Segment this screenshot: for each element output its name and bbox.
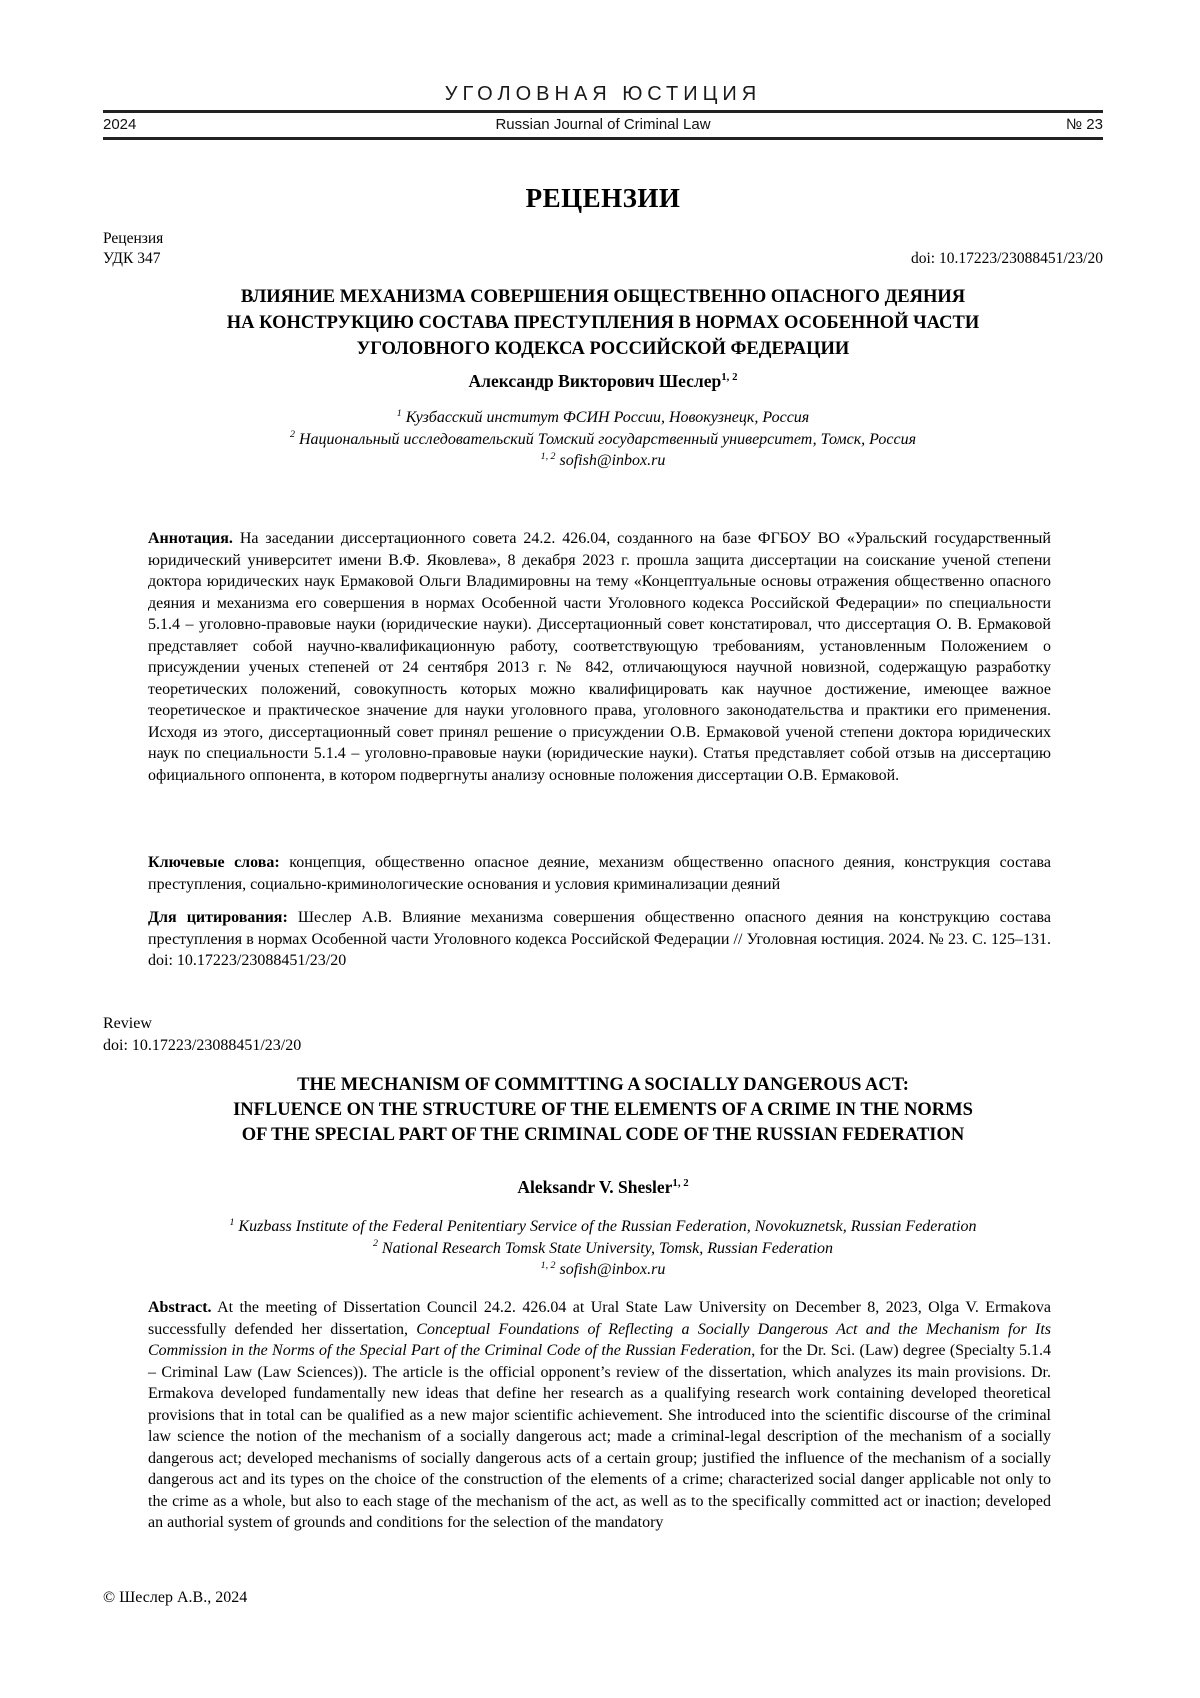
citation-ru <box>148 907 1051 1013</box>
article-meta-left <box>103 229 163 269</box>
article-type-ru: Рецензия <box>103 230 164 247</box>
article-title-ru <box>103 284 1103 362</box>
affiliation-ru-1-marker: 1 <box>396 407 402 419</box>
author-email-ru-text: sofish@inbox.ru <box>559 452 666 469</box>
affiliations-en <box>103 1216 1103 1281</box>
affiliation-ru-2-text: Национальный исследовательский Томский государственный университет, Томск, Россия <box>298 430 917 448</box>
article-title-ru-line1: ВЛИЯНИЕ МЕХАНИЗМА СОВЕРШЕНИЯ ОБЩЕСТВЕННО ОПАСНОГО ДЕЯНИЯ <box>240 287 966 307</box>
article-title-en-line2: INFLUENCE ON THE STRUCTURE OF THE ELEMENTS OF A CRIME IN THE NORMS <box>233 1100 973 1120</box>
affiliations-ru <box>103 407 1103 472</box>
author-email-en <box>103 1259 1103 1281</box>
article-title-ru-line2: НА КОНСТРУКЦИЮ СОСТАВА ПРЕСТУПЛЕНИЯ В НОРМАХ ОСОБЕННОЙ ЧАСТИ <box>226 313 980 333</box>
affiliation-ru-2-marker: 2 <box>289 429 295 441</box>
affiliation-en-2-text: National Research Tomsk State University, Tomsk, Russian Federation <box>381 1239 834 1257</box>
article-title-ru-line3: УГОЛОВНОГО КОДЕКСА РОССИЙСКОЙ ФЕДЕРАЦИИ <box>356 339 850 359</box>
udc-code: УДК 347 <box>103 250 161 267</box>
author-en-name: Aleksandr V. Shesler <box>517 1177 673 1197</box>
abstract-en-text-before: At the meeting of Dissertation Council 24.2. 426.04 at Ural State Law University on December 8, 2023, Olga V. Ermakova successfully defended her dissertation, <box>148 1299 1051 1338</box>
journal-title-en: Russian Journal of Criminal Law <box>495 116 711 133</box>
author-en <box>103 1177 1103 1201</box>
article-type-en: Review <box>103 1015 152 1032</box>
author-email-en-marker: 1, 2 <box>540 1259 556 1271</box>
article-title-en <box>103 1073 1103 1152</box>
affiliation-ru-1-text: Кузбасский институт ФСИН России, Новокузнецк, Россия <box>405 409 810 426</box>
author-email-en-text: sofish@inbox.ru <box>559 1261 666 1278</box>
abstract-en <box>148 1297 1051 1534</box>
citation-ru-text: Шеслер А.В. Влияние механизма совершения общественно опасного деяния на конструкцию состава преступления в нормах Особенной части Уголовного кодекса Российской Федерации // Уголовная юстиция. 2024. № 23. С. 125–131. doi: 10.17223/23088451/23/20 <box>148 909 1051 969</box>
journal-year: 2024 <box>103 116 137 133</box>
masthead-rule-bottom <box>103 137 1103 140</box>
affiliation-en-1 <box>103 1216 1103 1238</box>
author-ru-superscript: 1, 2 <box>721 371 738 384</box>
article-meta-row <box>103 229 1103 269</box>
affiliation-en-2-marker: 2 <box>372 1238 378 1250</box>
abstract-en-text-after: , for the Dr. Sci. (Law) degree (Specialty 5.1.4 – Criminal Law (Law Sciences)). The article is the official opponent’s review of the dissertation, which analyzes its main provisions. Dr. Ermakova developed fundamentally new ideas that define her research as a qualifying research work containing developed theoretical provisions that in total can be qualified as a new major scientific achievement. She introduced into the scientific discourse of the criminal law science the notion of the mechanism of a socially dangerous act; made a criminal-legal description of the mechanism of a socially dangerous act; developed mechanisms of socially dangerous acts of a certain group; justified the influence of the mechanism of a socially dangerous act and its types on the choice of the construction of the elements of a crime; characterized social danger applicable not only to the crime as a whole, but also to each stage of the mechanism of the act, as well as to the specifically committed act or inaction; developed an authorial system of grounds and conditions for the selection of the mandatory <box>148 1342 1052 1531</box>
article-title-en-line3: OF THE SPECIAL PART OF THE CRIMINAL CODE OF THE RUSSIAN FEDERATION <box>241 1125 965 1145</box>
keywords-ru-label: Ключевые слова: <box>148 854 280 871</box>
author-email-ru <box>103 450 1103 472</box>
affiliation-ru-1 <box>103 407 1103 429</box>
abstract-en-dissertation-title: Conceptual Foundations of Reflecting a Socially Dangerous Act and the Mechanism for Its Commission in the Norms of the Special Part of the Criminal Code of the Russian Federation <box>148 1320 1051 1359</box>
abstract-ru-text: На заседании диссертационного совета 24.2. 426.04, созданного на базе ФГБОУ ВО «Уральский государственный юридический университет имени В.Ф. Яковлева», 8 декабря 2023 г. прошла защита диссертации на соискание ученой степени доктора юридических наук Ермаковой Ольги Владимировны на тему «Концептуальные основы отражения общественно опасного деяния и механизма его совершения в нормах Особенной части Уголовного кодекса Российской Федерации» по специальности 5.1.4 – уголовно-правовые науки (юридические науки). Диссертационный совет констатировал, что диссертация О. В. Ермаковой представляет собой научно-квалификационную работу, соответствующую требованиям, установленным Положением о присуждении ученых степеней от 24 сентября 2013 г. № 842, отличающуюся научной новизной, содержащую разработку теоретических положений, совокупность которых можно квалифицировать как научное достижение, имеющее важное теоретическое и практическое значение для науки уголовного права, уголовного законодательства и практики его применения. Исходя из этого, диссертационный совет принял решение о присуждении О.В. Ермаковой ученой степени доктора юридических наук по специальности 5.1.4 – уголовно-правовые науки (юридические науки). Статья представляет собой отзыв на диссертацию официального оппонента, в котором подвергнуты анализу основные положения диссертации О.В. Ермаковой. <box>148 530 1051 784</box>
review-block <box>103 1013 1103 1073</box>
journal-title-ru: УГОЛОВНАЯ ЮСТИЦИЯ <box>444 83 762 105</box>
affiliation-ru-2 <box>103 429 1103 451</box>
doi-en: doi: 10.17223/23088451/23/20 <box>103 1036 302 1054</box>
affiliation-en-2 <box>103 1238 1103 1260</box>
author-ru-name: Александр Викторович Шеслер <box>468 371 722 391</box>
author-email-ru-marker: 1, 2 <box>540 450 556 462</box>
keywords-ru <box>148 852 1051 907</box>
article-title-en-line1: THE MECHANISM OF COMMITTING A SOCIALLY DANGEROUS ACT: <box>297 1075 909 1095</box>
keywords-ru-text: концепция, общественно опасное деяние, механизм общественно опасного деяния, конструкция состава преступления, социально-криминологические основания и условия криминализации деяний <box>148 854 1051 893</box>
abstract-ru <box>148 528 1051 852</box>
author-ru <box>103 371 1103 395</box>
affiliation-en-1-marker: 1 <box>229 1216 235 1228</box>
abstract-en-label: Abstract. <box>148 1299 212 1316</box>
section-title: РЕЦЕНЗИИ <box>525 183 681 213</box>
journal-info-row <box>103 113 1103 137</box>
doi-ru: doi: 10.17223/23088451/23/20 <box>910 250 1103 267</box>
journal-issue-number: № 23 <box>1066 116 1103 133</box>
affiliation-en-1-text: Kuzbass Institute of the Federal Penitentiary Service of the Russian Federation, Novokuznetsk, Russian Federation <box>238 1218 977 1235</box>
author-en-superscript: 1, 2 <box>672 1177 689 1190</box>
citation-ru-label: Для цитирования: <box>148 909 288 926</box>
copyright-notice: © Шеслер А.В., 2024 <box>103 1589 248 1606</box>
abstract-ru-label: Аннотация. <box>148 530 233 547</box>
